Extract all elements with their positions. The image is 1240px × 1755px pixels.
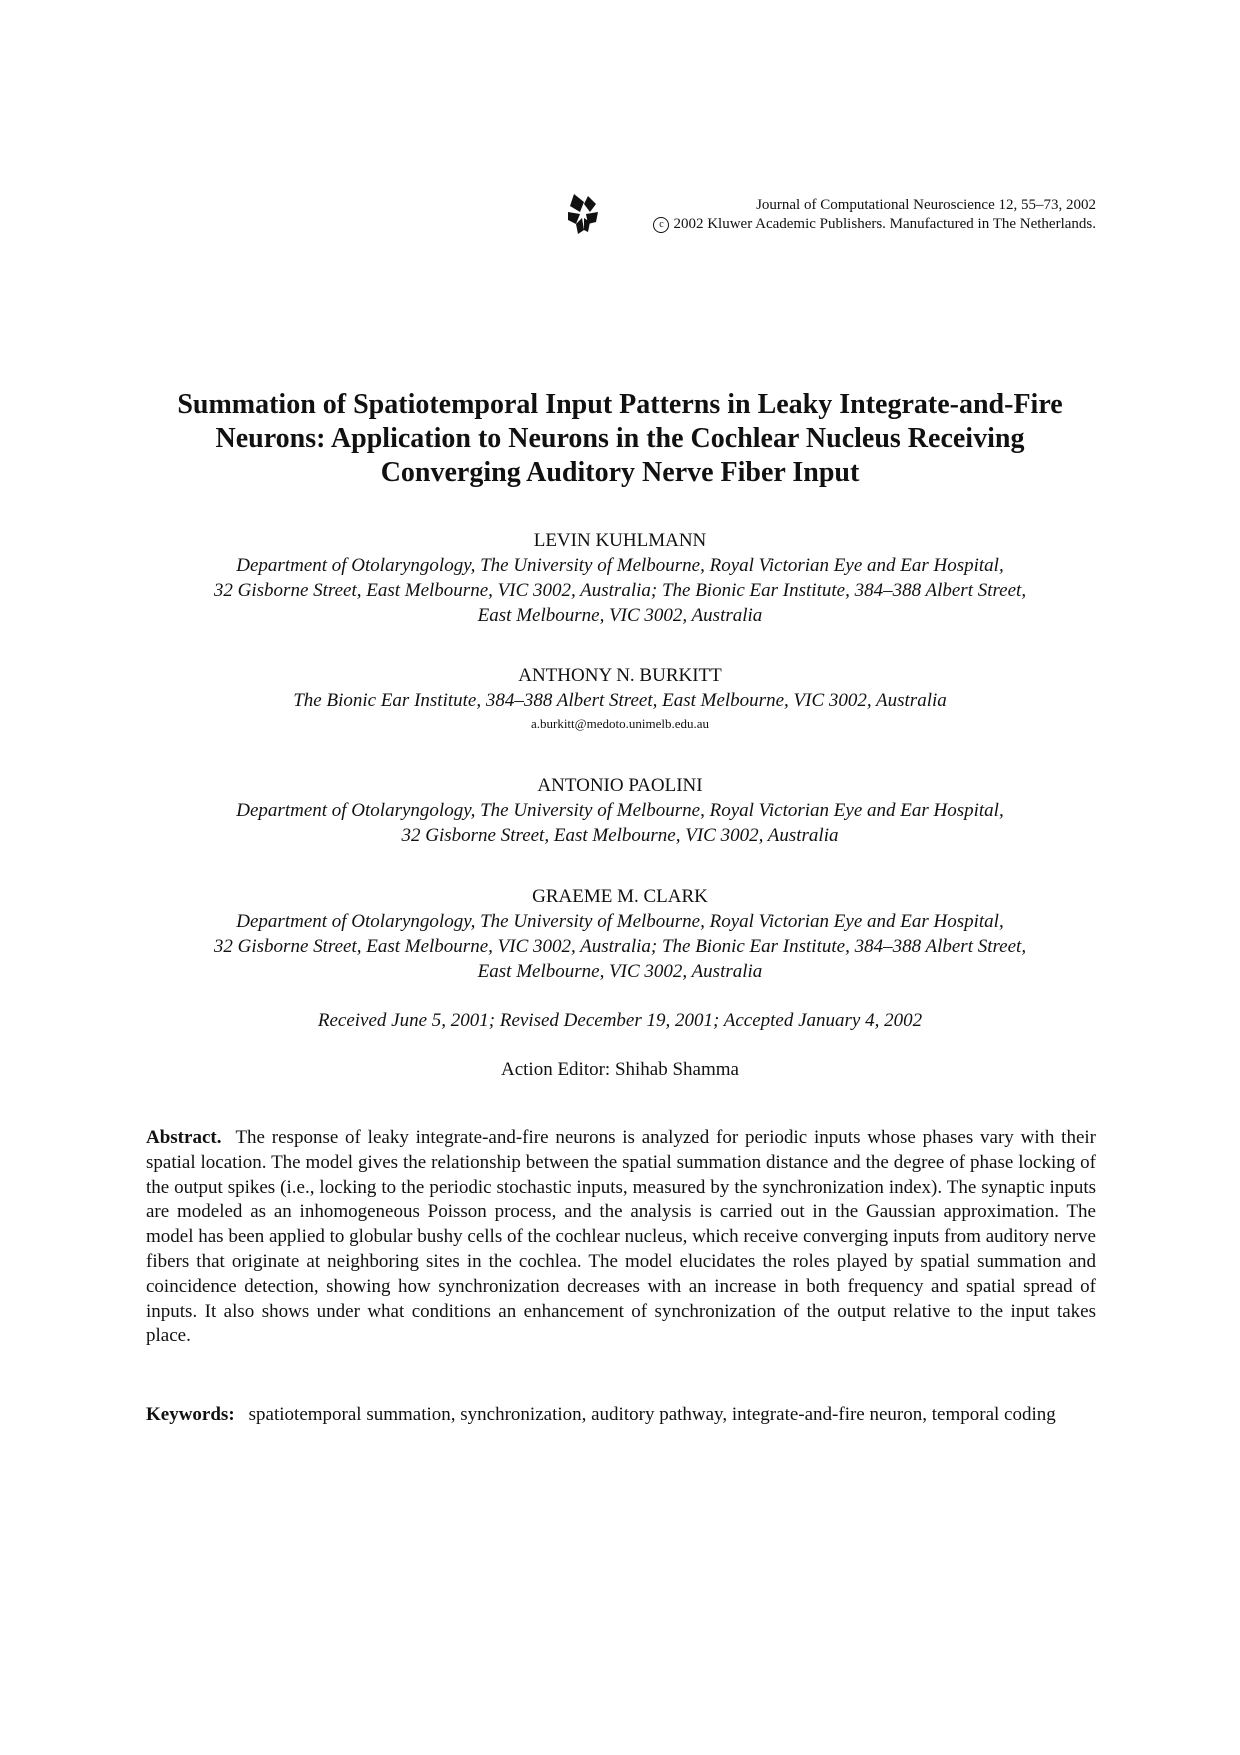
affiliation-line: 32 Gisborne Street, East Melbourne, VIC 3002, Australia; The Bionic Ear Institute, 384–388 Albert Street, xyxy=(213,936,1027,957)
affiliation-line: Department of Otolaryngology, The University of Melbourne, Royal Victorian Eye and Ear Hospital, xyxy=(236,800,1004,821)
abstract xyxy=(146,1126,1096,1349)
copyright-symbol: c xyxy=(653,217,669,233)
affiliation-line: East Melbourne, VIC 3002, Australia xyxy=(477,961,763,982)
copyright-text: 2002 Kluwer Academic Publishers. Manufactured in The Netherlands. xyxy=(673,216,1096,232)
author-block-kuhlmann xyxy=(120,528,1120,628)
journal-citation: Journal of Computational Neuroscience 12, 55–73, 2002 xyxy=(756,197,1096,213)
author-name: ANTONIO PAOLINI xyxy=(537,775,703,796)
title-line: Summation of Spatiotemporal Input Patterns in Leaky Integrate-and-Fire xyxy=(177,389,1063,420)
affiliation-line: Department of Otolaryngology, The University of Melbourne, Royal Victorian Eye and Ear Hospital, xyxy=(236,555,1004,576)
action-editor: Action Editor: Shihab Shamma xyxy=(500,1059,739,1080)
publisher-logo-icon xyxy=(566,192,600,236)
affiliation-line: The Bionic Ear Institute, 384–388 Albert Street, East Melbourne, VIC 3002, Australia xyxy=(293,690,947,711)
journal-header xyxy=(566,192,1096,240)
author-name: ANTHONY N. BURKITT xyxy=(518,665,722,686)
affiliation-line: 32 Gisborne Street, East Melbourne, VIC 3002, Australia xyxy=(401,825,839,846)
author-block-clark xyxy=(120,884,1120,984)
keywords-text: spatiotemporal summation, synchronization, auditory pathway, integrate-and-fire neuron, temporal coding xyxy=(248,1404,1056,1425)
keywords-label: Keywords: xyxy=(146,1404,235,1425)
submission-dates: Received June 5, 2001; Revised December 19, 2001; Accepted January 4, 2002 xyxy=(317,1010,923,1031)
affiliation-line: East Melbourne, VIC 3002, Australia xyxy=(477,605,763,626)
copyright-line xyxy=(653,215,1096,234)
title-line: Neurons: Application to Neurons in the Cochlear Nucleus Receiving xyxy=(215,423,1025,454)
title-line: Converging Auditory Nerve Fiber Input xyxy=(380,457,860,488)
author-block-burkitt xyxy=(120,663,1120,735)
affiliation-line: 32 Gisborne Street, East Melbourne, VIC 3002, Australia; The Bionic Ear Institute, 384–388 Albert Street, xyxy=(213,580,1027,601)
paper-title xyxy=(120,388,1120,490)
author-name: GRAEME M. CLARK xyxy=(532,886,708,907)
author-block-paolini xyxy=(120,773,1120,848)
keywords xyxy=(146,1403,1096,1428)
author-email: a.burkitt@medoto.unimelb.edu.au xyxy=(530,716,710,731)
affiliation-line: Department of Otolaryngology, The University of Melbourne, Royal Victorian Eye and Ear Hospital, xyxy=(236,911,1004,932)
author-name: LEVIN KUHLMANN xyxy=(533,530,707,551)
abstract-label: Abstract. xyxy=(146,1127,222,1148)
abstract-text: The response of leaky integrate-and-fire neurons is analyzed for periodic inputs whose phases vary with their spatial location. The model gives the relationship between the spatial summation distance and the degree of phase locking of the output spikes (i.e., locking to the periodic stochastic inputs, measured by the synchronization index). The synaptic inputs are modeled as an inhomogeneous Poisson process, and the analysis is carried out in the Gaussian approximation. The model has been applied to globular bushy cells of the cochlear nucleus, which receive converging inputs from auditory nerve fibers that originate at neighboring sites in the cochlea. The model elucidates the roles played by spatial summation and coincidence detection, showing how synchronization decreases with an increase in both frequency and spatial spread of inputs. It also shows under what conditions an enhancement of synchronization of the output relative to the input takes place. xyxy=(146,1127,1096,1347)
